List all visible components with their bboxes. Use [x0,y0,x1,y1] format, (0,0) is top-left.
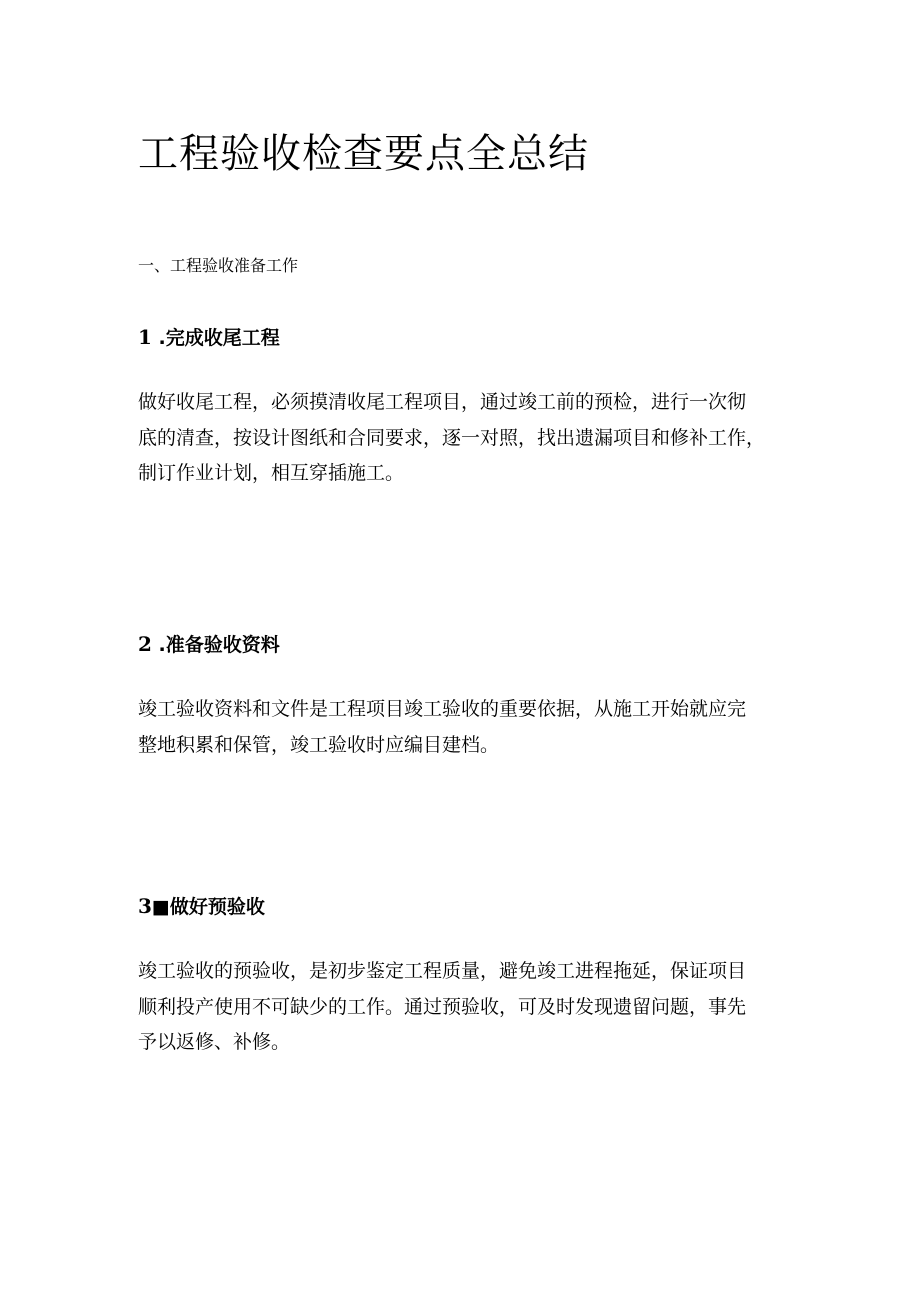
paragraph-line: 底的清查，按设计图纸和合同要求，逐一对照，找出遗漏项目和修补工作， [138,426,766,449]
paragraph-line: 做好收尾工程，必须摸清收尾工程项目，通过竣工前的预检，进行一次彻 [138,391,747,413]
item-paragraph-2 [138,692,808,763]
item-heading-3 [138,893,265,920]
item-number: 3 [138,894,152,918]
paragraph-line: 顺利投产使用不可缺少的工作。通过预验收，可及时发现遗留问题，事先 [138,995,747,1018]
section-heading: 一、工程验收准备工作 [138,256,299,275]
item-heading-text: .准备验收资料 [151,634,280,656]
paragraph-line: 予以返修、补修。 [138,1031,291,1053]
item-number: 2 [138,632,152,656]
item-heading-2 [138,631,280,658]
document-title: 工程验收检查要点全总结 [138,131,589,177]
item-heading-text: ■做好预验收 [151,896,265,918]
item-paragraph-3 [138,954,808,1061]
item-number: 1 [138,325,152,349]
item-paragraph-1 [138,385,808,492]
item-heading-1 [138,324,280,351]
paragraph-line: 制订作业计划，相互穿插施工。 [138,462,405,484]
item-heading-text: .完成收尾工程 [151,327,280,349]
paragraph-line: 整地积累和保管，竣工验收时应编目建档。 [138,733,500,756]
paragraph-line: 竣工验收的预验收，是初步鉴定工程质量，避免竣工进程拖延，保证项目 [138,960,747,982]
paragraph-line: 竣工验收资料和文件是工程项目竣工验收的重要依据，从施工开始就应完 [138,698,747,720]
